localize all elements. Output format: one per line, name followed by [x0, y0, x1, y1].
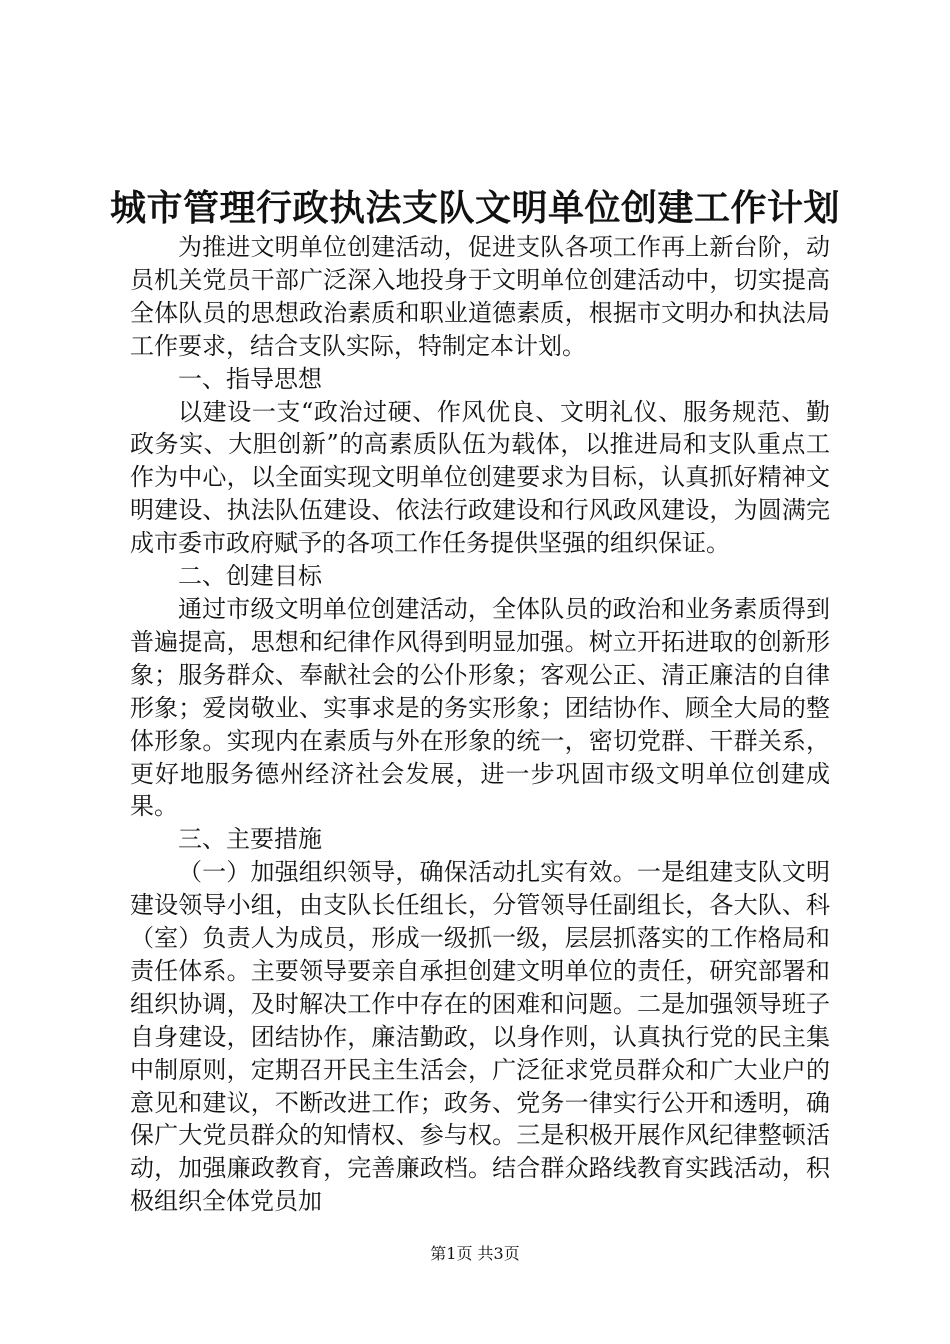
document-body [130, 231, 830, 1218]
paragraph-measures-1: （一）加强组织领导，确保活动扎实有效。一是组建支队文明建设领导小组，由支队长任组长，分管领导任副组长，各大队、科（室）负责人为成员，形成一级抓一级，层层抓落实的工作格局和责任体系。主要领导要亲自承担创建文明单位的责任，研究部署和组织协调，及时解决工作中存在的困难和问题。二是加强领导班子自身建设，团结协作，廉洁勤政，以身作则，认真执行党的民主集中制原则，定期召开民主生活会，广泛征求党员群众和广大业户的意见和建议，不断改进工作；政务、党务一律实行公开和透明，确保广大党员群众的知情权、参与权。三是积极开展作风纪律整顿活动，加强廉政教育，完善廉政档。结合群众路线教育实践活动，积极组织全体党员加 [130, 858, 830, 1216]
document-title: 城市管理行政执法支队文明单位创建工作计划 [109, 187, 840, 229]
page-footer: 第1页 共3页 [430, 1244, 520, 1263]
paragraph-intro: 为推进文明单位创建活动，促进支队各项工作再上新台阶，动员机关党员干部广泛深入地投身于文明单位创建活动中，切实提高全体队员的思想政治素质和职业道德素质，根据市文明办和执法局工作要求，结合支队实际，特制定本计划。 [130, 233, 830, 360]
section-heading-guiding-ideology: 一、指导思想 [178, 364, 322, 393]
paragraph-guiding-ideology: 以建设一支“政治过硬、作风优良、文明礼仪、服务规范、勤政务实、大胆创新”的高素质队伍为载体，以推进局和支队重点工作为中心，以全面实现文明单位创建要求为目标，认真抓好精神文明建设、执法队伍建设、依法行政建设和行风政风建设，为圆满完成市委市政府赋予的各项工作任务提供坚强的组织保证。 [130, 397, 830, 558]
section-heading-goals: 二、创建目标 [178, 562, 322, 591]
paragraph-goals: 通过市级文明单位创建活动，全体队员的政治和业务素质得到普遍提高，思想和纪律作风得到明显加强。树立开拓进取的创新形象；服务群众、奉献社会的公仆形象；客观公正、清正廉洁的自律形象；爱岗敬业、实事求是的务实形象；团结协作、顾全大局的整体形象。实现内在素质与外在形象的统一，密切党群、干群关系，更好地服务德州经济社会发展，进一步巩固市级文明单位创建成果。 [130, 594, 830, 821]
section-heading-measures: 三、主要措施 [178, 825, 322, 854]
